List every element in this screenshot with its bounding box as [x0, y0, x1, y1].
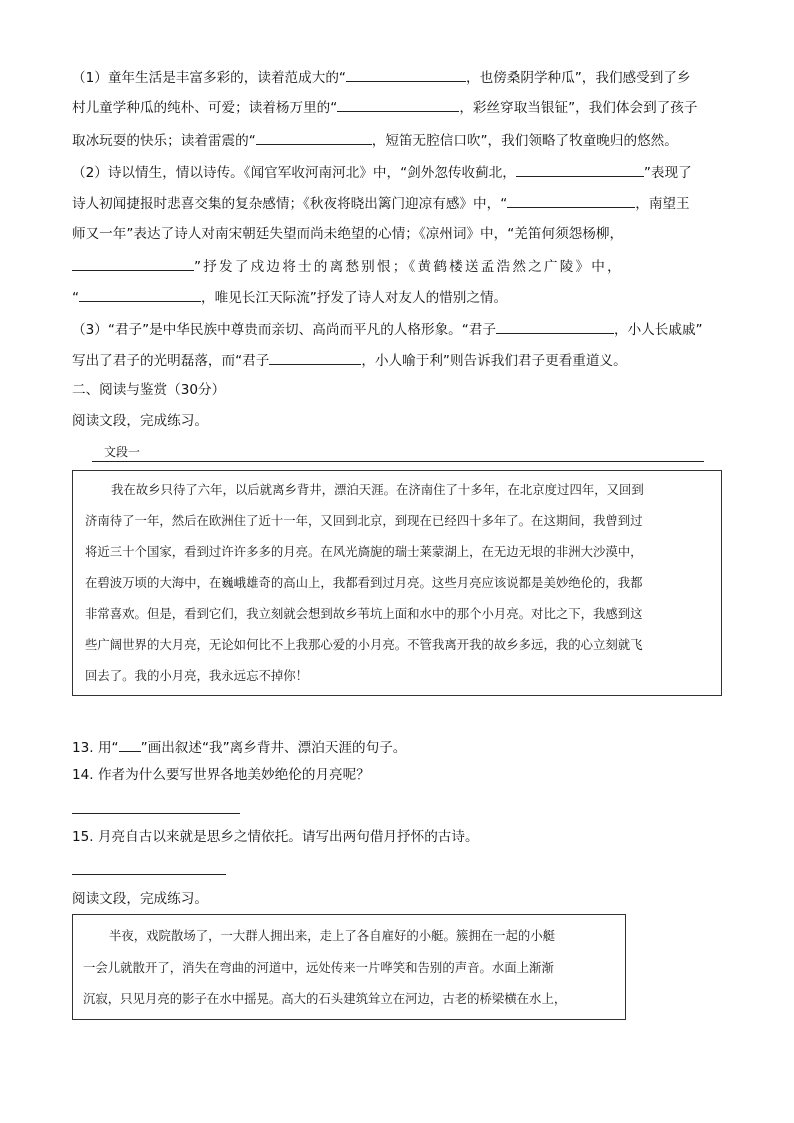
q2-line-1: （2）诗以情生，情以诗传。《闻官军收河南河北》中，“剑外忽传收蓟北， ”表现了: [72, 162, 692, 182]
question-15: 15. 月亮自古以来就是思乡之情依托。请写出两句借月抒怀的古诗。: [72, 829, 479, 845]
answer-blank[interactable]: [256, 130, 372, 145]
q2-line-3: 师又一年”表达了诗人对南宋朝廷失望而尚未绝望的心情；《凉州词》中，“羌笛何须怨杨柳，: [72, 226, 624, 242]
label-underline: [92, 461, 704, 462]
instruction: 阅读文段，完成练习。: [72, 413, 208, 429]
answer-line-15[interactable]: [72, 874, 226, 875]
question-14: 14. 作者为什么要写世界各地美妙绝伦的月亮呢？: [72, 767, 370, 783]
passage-line: 些广阔世界的大月亮，无论如何比不上我那心爱的小月亮。不管我离开我的故乡多远，我的心立刻就飞: [85, 637, 643, 652]
q2-line-5: “ ，唯见长江天际流”抒发了诗人对友人的惜别之情。: [72, 287, 507, 307]
answer-blank[interactable]: [269, 350, 361, 365]
answer-blank[interactable]: [79, 287, 201, 302]
underline-sample: [119, 737, 141, 752]
instruction: 阅读文段，完成练习。: [72, 891, 208, 907]
passage-line: 济南待了一年，然后在欧洲住了近十一年，又回到北京，到现在已经四十多年了。在这期间，我曾到过: [85, 513, 643, 528]
passage-1-box: [72, 470, 722, 696]
answer-blank[interactable]: [72, 256, 194, 271]
section-heading: 二、阅读与鉴赏（30分）: [72, 382, 226, 398]
passage-line: 我在故乡只待了六年，以后就离乡背井，漂泊天涯。在济南住了十多年，在北京度过四年，又回到: [111, 482, 644, 497]
passage-line: 将近三十个国家，看到过许许多多的月亮。在风光旖旎的瑞士莱蒙湖上，在无边无垠的非洲大沙漠中，: [85, 544, 643, 559]
passage-label: 文段一: [104, 445, 141, 459]
q3-line-1: （3）“君子”是中华民族中尊贵而亲切、高尚而平凡的人格形象。“君子 ，小人长戚戚”: [72, 319, 703, 339]
passage-line: 非常喜欢。但是，看到它们，我立刻就会想到故乡苇坑上面和水中的那个小月亮。对比之下，我感到这: [85, 606, 643, 621]
passage-line: 回去了。我的小月亮，我永远忘不掉你！: [85, 668, 309, 683]
passage-line: 沉寂，只见月亮的影子在水中摇晃。高大的石头建筑耸立在河边，古老的桥梁横在水上，: [83, 991, 567, 1006]
q2-line-4: ”抒发了戍边将士的离愁别恨；《黄鹤楼送孟浩然之广陵》中，: [72, 256, 623, 276]
passage-line: 半夜，戏院散场了，一大群人拥出来，走上了各自雇好的小艇。簇拥在一起的小艇: [109, 928, 556, 943]
answer-blank[interactable]: [507, 193, 635, 208]
passage-2-box: [72, 914, 626, 1020]
q1-line-3: 取冰玩耍的快乐；读着雷震的“ ，短笛无腔信口吹”，我们领略了牧童晚归的悠然。: [72, 130, 678, 150]
passage-line: 一会儿就散开了，消失在弯曲的河道中，远处传来一片哗笑和告别的声音。水面上渐渐: [83, 960, 554, 975]
q1-line-1: （1）童年生活是丰富多彩的，读着范成大的“ ，也傍桑阴学种瓜”，我们感受到了乡: [72, 67, 691, 87]
question-13: 13. 用“ ”画出叙述“我”离乡背井、漂泊天涯的句子。: [72, 737, 406, 757]
answer-line-14[interactable]: [72, 813, 240, 814]
answer-blank[interactable]: [337, 97, 459, 112]
answer-blank[interactable]: [496, 319, 614, 334]
answer-blank[interactable]: [516, 162, 644, 177]
passage-line: 在碧波万顷的大海中，在巍峨雄奇的高山上，我都看到过月亮。这些月亮应该说都是美妙绝伦的，我都: [85, 575, 643, 590]
q1-line-2: 村儿童学种瓜的纯朴、可爱；读着杨万里的“ ，彩丝穿取当银钲”，我们体会到了孩子: [72, 97, 697, 117]
q2-line-2: 诗人初闻捷报时悲喜交集的复杂感情；《秋夜将晓出篱门迎凉有感》中，“ ，南望王: [72, 193, 690, 213]
answer-blank[interactable]: [346, 67, 466, 82]
q3-line-2: 写出了君子的光明磊落，而“君子 ，小人喻于利”则告诉我们君子更看重道义。: [72, 350, 627, 370]
